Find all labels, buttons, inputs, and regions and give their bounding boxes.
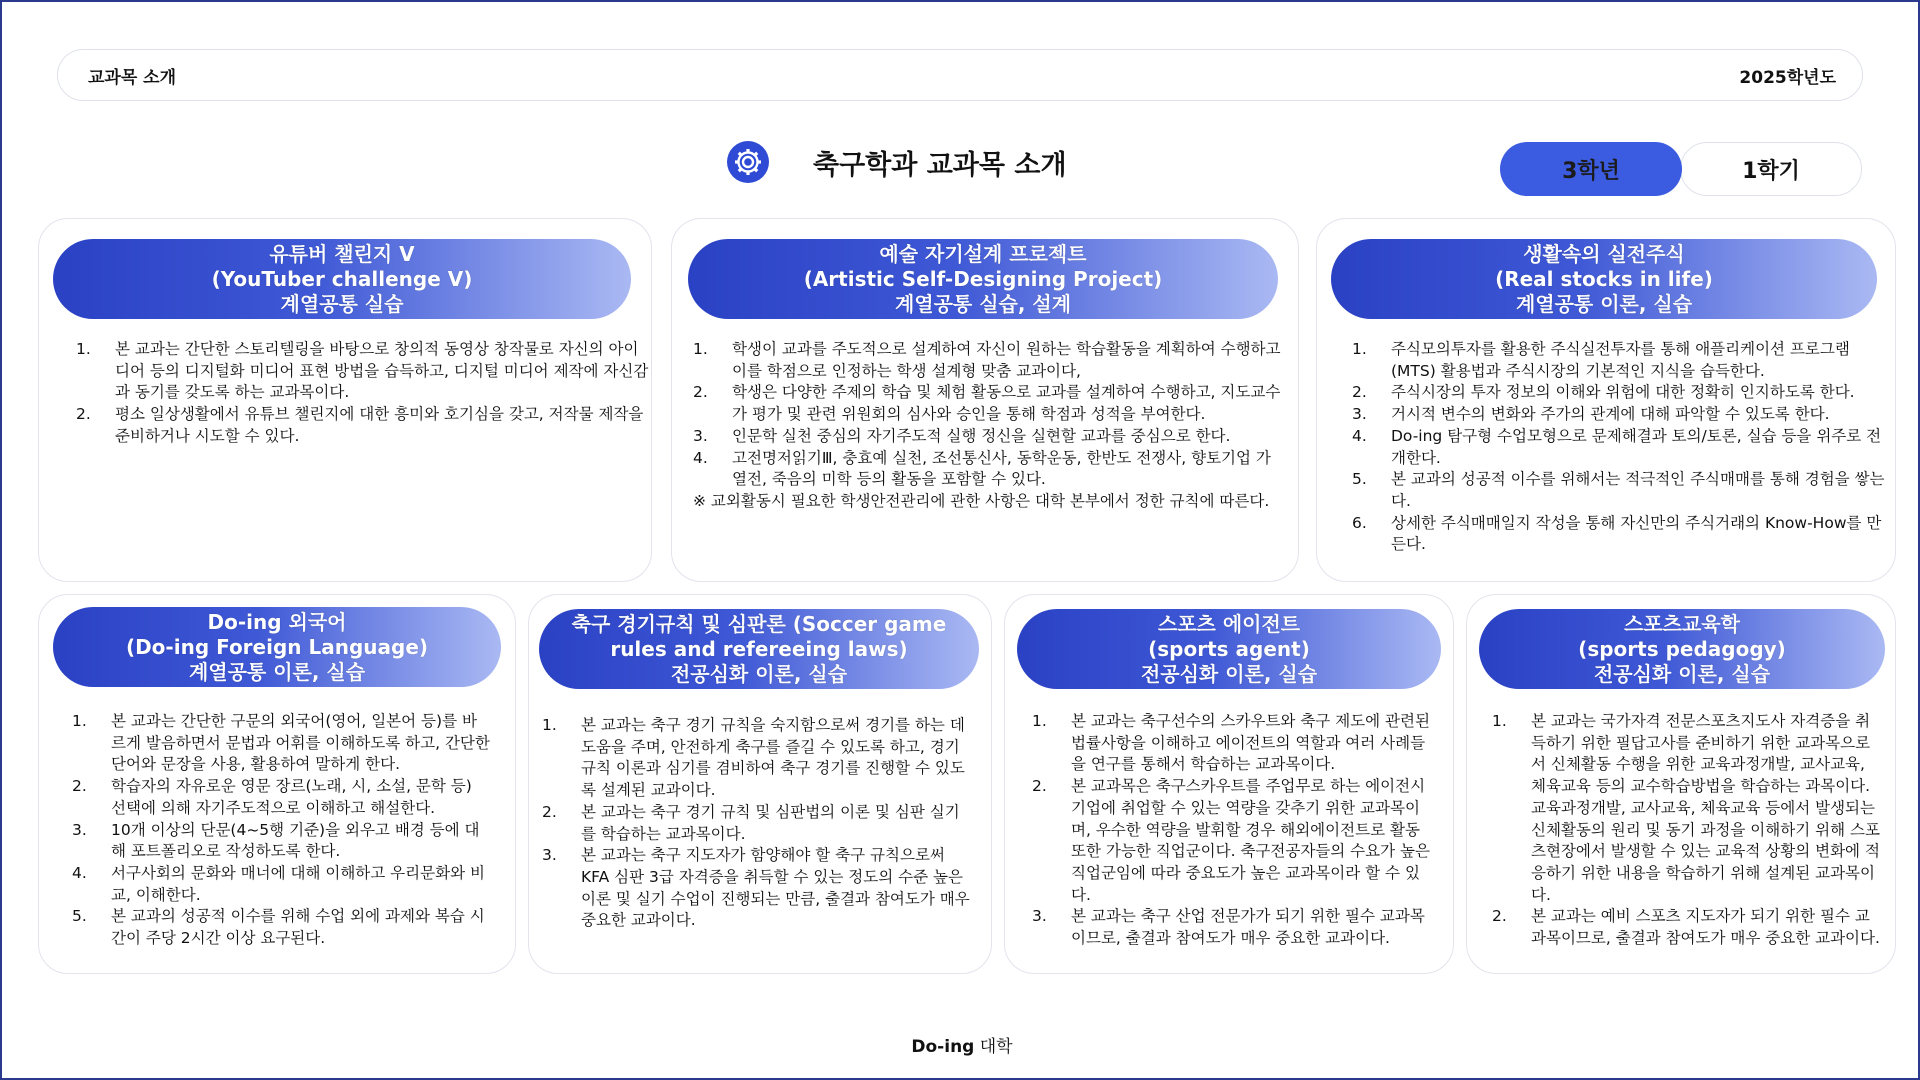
course-title-ko: 유튜버 챌린지 V <box>269 241 415 266</box>
course-card-foreign-language <box>38 594 516 974</box>
list-item: 1. 본 교과는 간단한 구문의 외국어(영어, 일본어 등)를 바르게 발음하면서 문법과 어휘를 이해하도록 하고, 간단한 단어와 문장을 사용, 활용하여 말하게 한다. <box>72 712 490 774</box>
grade-selector[interactable]: 3학년 <box>1500 142 1682 196</box>
page-title: 축구학과 교과목 소개 <box>813 149 1067 181</box>
list-item: 2. 본 교과는 예비 스포츠 지도자가 되기 위한 필수 교과목이므로, 출결과 참여도가 매우 중요한 교과이다. <box>1492 907 1880 948</box>
course-category: 전공심화 이론, 실습 <box>1140 661 1318 686</box>
list-item: 3. 본 교과는 축구 지도자가 함양해야 할 축구 규칙으로써 KFA 심판 3급 자격증을 취득할 수 있는 정도의 수준 높은 이론 및 실기 수업이 진행되는 만큼, 출결과 참여도가 매우 중요한 교과이다. <box>542 846 970 930</box>
course-description <box>1492 711 1880 950</box>
course-category: 계열공통 이론, 실습 <box>1515 291 1693 316</box>
course-description <box>1352 339 1888 556</box>
course-card-soccer-rules <box>528 594 992 974</box>
list-item: 1. 본 교과는 간단한 스토리텔링을 바탕으로 창의적 동영상 창작물로 자신의 아이디어 등의 디지털화 미디어 표현 방법을 습득하고, 디지털 미디어 제작에 자신감과 동기를 갖도록 하는 교과목이다. <box>76 340 649 402</box>
top-bar <box>57 49 1863 101</box>
list-item: 2. 학생은 다양한 주제의 학습 및 체험 활동으로 교과를 설계하여 수행하고, 지도교수가 평가 및 관련 위원회의 심사와 승인을 통해 학점과 성적을 부여한다. <box>693 383 1281 424</box>
course-title-ko: 예술 자기설계 프로젝트 <box>879 241 1087 266</box>
course-title-en: (Artistic Self-Designing Project) <box>803 266 1163 291</box>
footer-suffix: 대학 <box>979 1037 1013 1057</box>
course-header <box>1331 239 1877 319</box>
course-description <box>693 339 1283 513</box>
list-item: 2. 주식시장의 투자 정보의 이해와 위험에 대한 정확히 인지하도록 한다. <box>1352 383 1855 402</box>
list-item: 2. 본 교과는 축구 경기 규칙 및 심판법의 이론 및 심판 실기를 학습하는 교과목이다. <box>542 802 960 843</box>
course-title-ko: 스포츠교육학 <box>1624 611 1740 636</box>
gear-icon <box>727 141 769 183</box>
list-item: 3. 거시적 변수의 변화와 주가의 관계에 대해 파악할 수 있도록 한다. <box>1352 405 1830 424</box>
course-card-sports-pedagogy <box>1466 594 1896 974</box>
course-title-en: rules and refereeing laws) <box>610 636 908 661</box>
course-category: 계열공통 실습, 설계 <box>894 291 1072 316</box>
list-item: 1. 본 교과는 국가자격 전문스포츠지도사 자격증을 취득하기 위한 필답고사를 준비하기 위한 교과목으로서 신체활동 수행을 위한 교육과정개발, 교사교육, 체육교육 등의 교수학습방법을 학습하는 과목이다. 교육과정개발, 교사교육, 체육교육 등에서 발생되는 신체활동의 원리 및 동기 과정을 이해하기 위해 스포츠현장에서 발생할 수 있는 교육적 상황의 변화에 적응하기 위한 내용을 학습하기 위해 설계된 교과목이다. <box>1492 712 1880 904</box>
list-item: 3. 10개 이상의 단문(4~5행 기준)을 외우고 배경 등에 대해 포트폴리오로 작성하도록 한다. <box>72 820 480 861</box>
course-header <box>539 609 979 689</box>
list-item: 2. 본 교과목은 축구스카우트를 주업무로 하는 에이전시 기업에 취업할 수 있는 역량을 갖추기 위한 교과목이며, 우수한 역량을 발휘할 경우 해외에이전트로 활동 또한 가능한 직업군이다. 축구전공자들의 수요가 높은 직업군임에 따라 중요도가 높은 교과목이라 할 수 있다. <box>1032 777 1430 904</box>
academic-year: 2025학년도 <box>1739 67 1836 88</box>
course-card-youtuber <box>38 218 652 582</box>
course-title-ko: 스포츠 에이전트 <box>1157 611 1301 636</box>
course-header <box>53 239 631 319</box>
course-title-en: (Real stocks in life) <box>1495 266 1713 291</box>
list-item: 1. 주식모의투자를 활용한 주식실전투자를 통해 애플리케이션 프로그램(MTS) 활용법과 주식시장의 기본적인 지식을 습득한다. <box>1352 340 1850 380</box>
course-card-real-stocks <box>1316 218 1896 582</box>
course-description <box>1032 711 1438 950</box>
list-item: 3. 인문학 실천 중심의 자기주도적 실행 정신을 실현할 교과를 중심으로 한다. <box>693 426 1231 445</box>
course-category: 계열공통 이론, 실습 <box>188 659 366 684</box>
semester-selector[interactable]: 1학기 <box>1680 142 1862 196</box>
list-item: 4. 고전명저읽기Ⅲ, 충효예 실천, 조선통신사, 동학운동, 한반도 전쟁사, 향토기업 가 열전, 죽음의 미학 등의 활동을 포함할 수 있다. <box>693 448 1271 489</box>
course-title-en: (sports pedagogy) <box>1578 636 1786 661</box>
course-title-en: (Do-ing Foreign Language) <box>125 634 429 659</box>
course-card-sports-agent <box>1004 594 1454 974</box>
list-item: 1. 본 교과는 축구 경기 규칙을 숙지함으로써 경기를 하는 데 도움을 주며, 안전하게 축구를 즐길 수 있도록 하고, 경기 규칙 이론과 심기를 겸비하여 축구 경기를 진행할 수 있도록 설계된 교과이다. <box>542 716 965 800</box>
list-item: 2. 학습자의 자유로운 영문 장르(노래, 시, 소설, 문학 등) 선택에 의해 자기주도적으로 이해하고 해설한다. <box>72 777 472 817</box>
safety-note: ※ 교외활동시 필요한 학생안전관리에 관한 사항은 대학 본부에서 정한 규칙에 따른다. <box>693 491 1270 510</box>
footer-brand: Do-ing <box>911 1037 975 1057</box>
list-item: 5. 본 교과의 성공적 이수를 위해서는 적극적인 주식매매를 통해 경험을 쌓는다. <box>1352 470 1885 510</box>
course-description <box>72 711 490 950</box>
course-header <box>688 239 1278 319</box>
list-item: 2. 평소 일상생활에서 유튜브 챌린지에 대한 흥미와 호기심을 갖고, 저작물 제작을 준비하거나 시도할 수 있다. <box>76 405 644 445</box>
course-title-ko: 생활속의 실전주식 <box>1523 241 1685 266</box>
course-header <box>53 607 501 687</box>
list-item: 4. Do-ing 탐구형 수업모형으로 문제해결과 토의/토론, 실습 등을 위주로 전개한다. <box>1352 426 1882 467</box>
course-description <box>76 339 650 448</box>
course-title-ko: Do-ing 외국어 <box>207 609 347 634</box>
course-description <box>542 715 974 932</box>
list-item: 4. 서구사회의 문화와 매너에 대해 이해하고 우리문화와 비교, 이해한다. <box>72 863 485 904</box>
course-card-artistic-project <box>671 218 1299 582</box>
course-category: 전공심화 이론, 실습 <box>670 661 848 686</box>
course-title-en: (YouTuber challenge V) <box>211 266 473 291</box>
list-item: 5. 본 교과의 성공적 이수를 위해 수업 외에 과제와 복습 시간이 주당 2시간 이상 요구된다. <box>72 907 485 948</box>
course-category: 계열공통 실습 <box>280 291 404 316</box>
section-label: 교과목 소개 <box>88 67 177 88</box>
list-item: 3. 본 교과는 축구 산업 전문가가 되기 위한 필수 교과목이므로, 출결과 참여도가 매우 중요한 교과이다. <box>1032 907 1425 948</box>
list-item: 6. 상세한 주식매매일지 작성을 통해 자신만의 주식거래의 Know-How를 만든다. <box>1352 513 1882 554</box>
course-title-ko: 축구 경기규칙 및 심판론 (Soccer game <box>571 611 947 636</box>
footer <box>2 1032 1920 1057</box>
course-title-en: (sports agent) <box>1148 636 1310 661</box>
title-area <box>727 140 1067 184</box>
course-header <box>1479 609 1885 689</box>
course-header <box>1017 609 1441 689</box>
list-item: 1. 본 교과는 축구선수의 스카우트와 축구 제도에 관련된 법률사항을 이해하고 에이전트의 역할과 여러 사례들을 연구를 통해서 학습하는 교과목이다. <box>1032 712 1430 774</box>
course-category: 전공심화 이론, 실습 <box>1593 661 1771 686</box>
list-item: 1. 학생이 교과를 주도적으로 설계하여 자신이 원하는 학습활동을 계획하여 수행하고 이를 학점으로 인정하는 학생 설계형 맞춤 교과이다, <box>693 340 1281 380</box>
